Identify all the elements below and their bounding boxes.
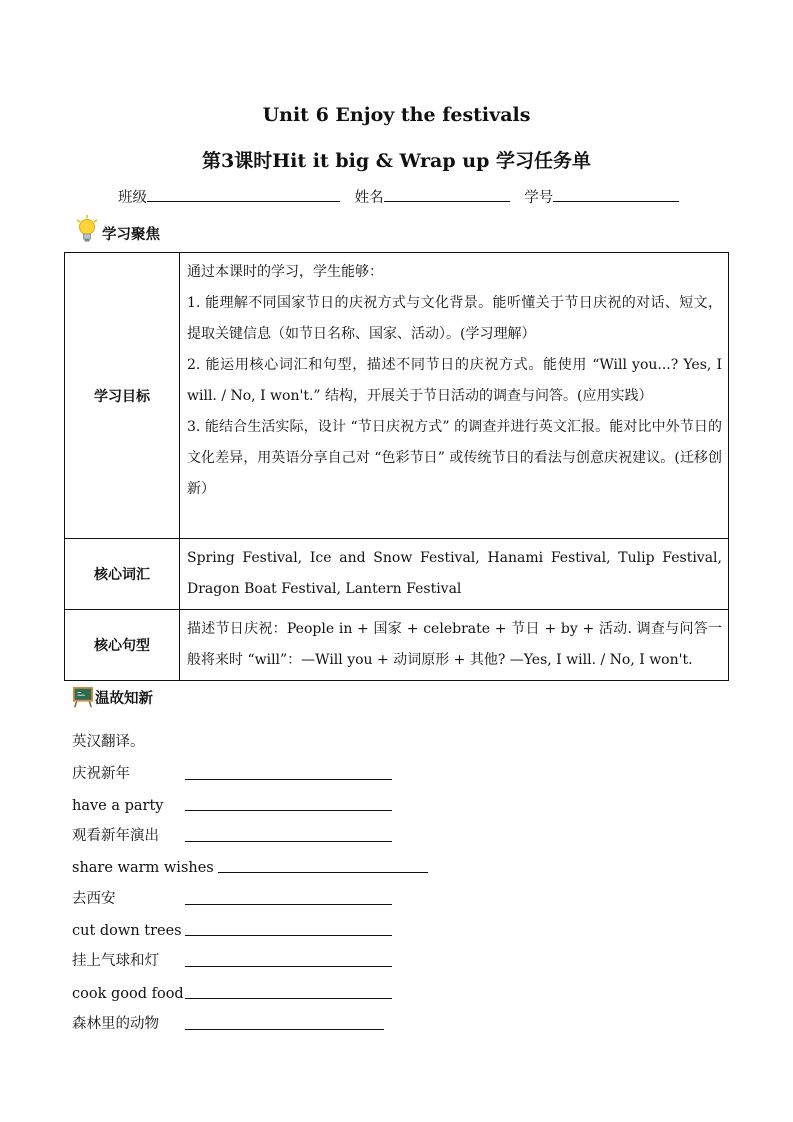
objective-3: 3. 能结合生活实际，设计 “节日庆祝方式” 的调查并进行英文汇报。能对比中外节日的文化差异，用英语分享自己对 “色彩节日” 或传统节日的看法与创意庆祝建议。(迁移创新） [187,419,722,497]
answer-blank[interactable] [185,798,392,811]
answer-blank[interactable] [185,767,392,780]
item-term: 森林里的动物 [72,1015,159,1032]
objectives-content [180,253,729,539]
objective-intro: 通过本课时的学习，学生能够： [187,264,383,280]
review-heading [72,686,153,708]
document-title: Unit 6 Enjoy the festivals [262,104,531,126]
lightbulb-icon [74,214,100,244]
list-item [72,845,428,876]
answer-blank[interactable] [218,860,428,873]
review-heading-text: 温故知新 [95,691,153,707]
item-term: 庆祝新年 [72,765,130,782]
objectives-label: 学习目标 [65,253,180,539]
answer-blank[interactable] [185,892,392,905]
focus-heading-text: 学习聚焦 [102,227,160,243]
list-item [72,783,428,814]
focus-heading [74,214,160,244]
answer-blank[interactable] [185,986,392,999]
list-item [72,1002,428,1033]
translation-exercise [72,720,428,1033]
item-term: share warm wishes [72,860,214,877]
item-term: cut down trees [72,923,182,940]
sentence-patterns-content: 描述节日庆祝：People in + 国家 + celebrate + 节日 + by + 活动. 调查与问答一般将来时 “will”：—Will you + 动词原形 + 其他? —Yes, I will. / No, I won't. [180,610,729,681]
item-term: 挂上气球和灯 [72,953,159,970]
table-row [65,610,729,681]
item-term: 去西安 [72,890,116,907]
answer-blank[interactable] [185,829,392,842]
class-blank[interactable] [147,187,340,202]
list-item [72,939,428,970]
item-term: have a party [72,797,164,814]
item-term: 观看新年演出 [72,828,159,845]
exercise-instruction: 英汉翻译。 [72,734,145,751]
list-item [72,908,428,939]
number-blank[interactable] [553,187,679,202]
table-row [65,253,729,539]
student-info-line [118,186,689,207]
sentence-patterns-label: 核心句型 [65,610,180,681]
name-blank[interactable] [384,187,510,202]
list-item [72,751,428,782]
table-row [65,539,729,610]
name-label: 姓名 [354,190,384,206]
number-label: 学号 [524,190,554,206]
class-label: 班级 [118,190,147,206]
item-term: cook good food [72,985,184,1002]
answer-blank[interactable] [185,923,392,936]
answer-blank[interactable] [185,1017,384,1030]
objective-1: 1. 能理解不同国家节日的庆祝方式与文化背景。能听懂关于节日庆祝的对话、短文，提取关键信息（如节日名称、国家、活动）。(学习理解） [187,295,722,342]
answer-blank[interactable] [185,954,392,967]
vocabulary-content: Spring Festival, Ice and Snow Festival, Hanami Festival, Tulip Festival, Dragon Boat Festival, Lantern Festival [180,539,729,610]
objective-2: 2. 能运用核心词汇和句型，描述不同节日的庆祝方式。能使用 “Will you...? Yes, I will. / No, I won't.” 结构，开展关于节日活动的调查与问答。(应用实践） [187,357,722,404]
list-item [72,970,428,1001]
blackboard-icon [72,686,94,708]
learning-focus-table [64,252,729,681]
vocabulary-label: 核心词汇 [65,539,180,610]
document-subtitle: 第3课时Hit it big & Wrap up 学习任务单 [202,150,591,172]
list-item [72,876,428,907]
list-item [72,814,428,845]
